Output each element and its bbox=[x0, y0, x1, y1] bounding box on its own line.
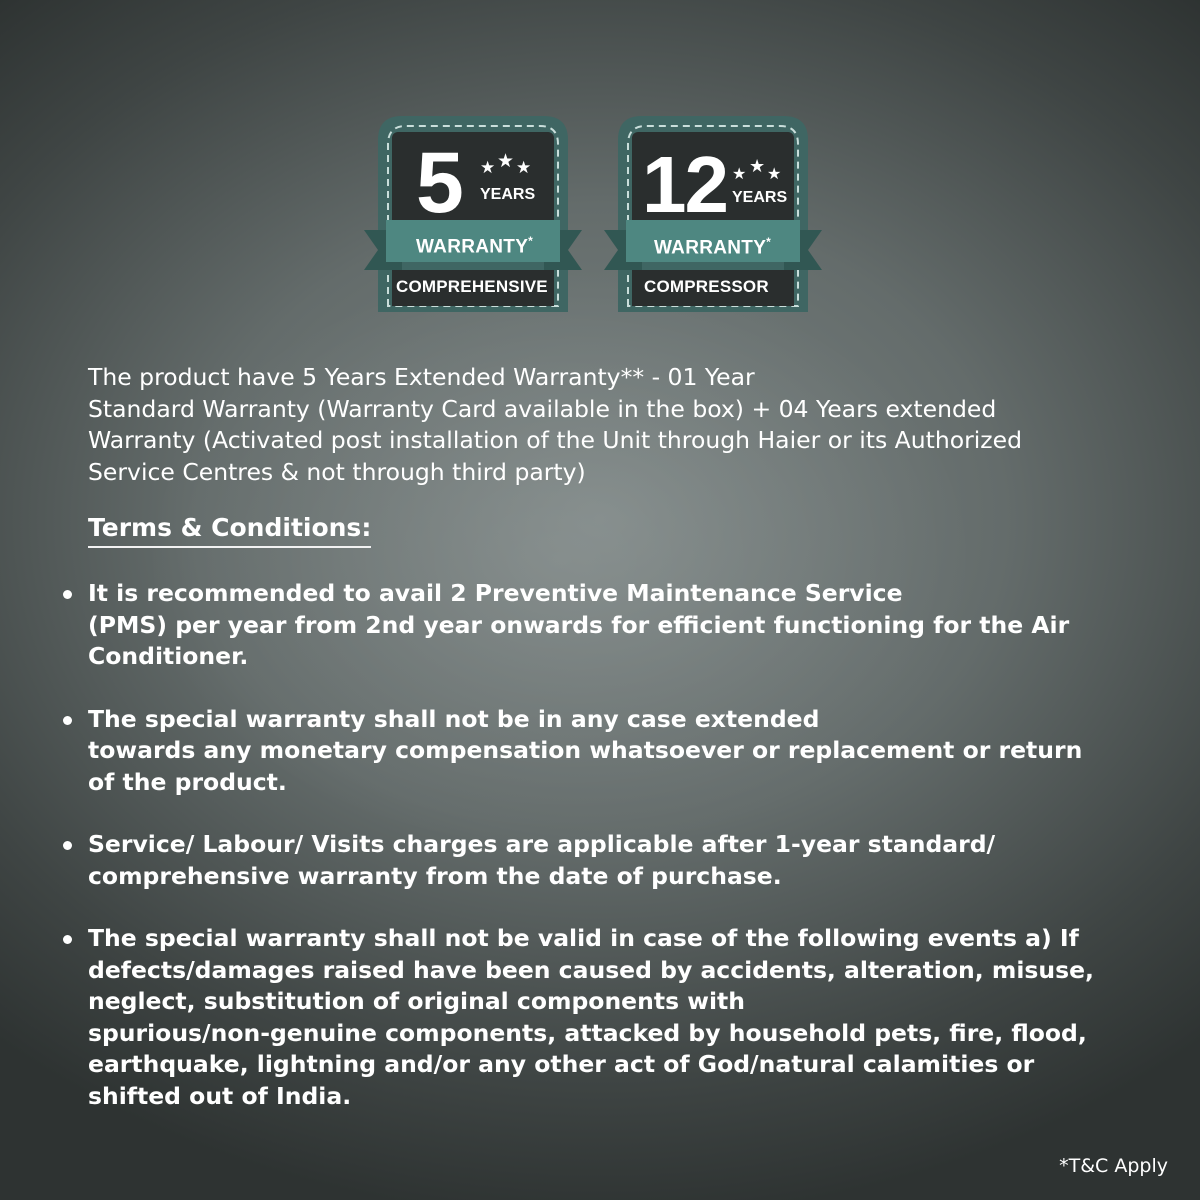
bullet-icon bbox=[63, 590, 72, 599]
star-icon: ★ bbox=[767, 164, 782, 183]
intro-line: Warranty (Activated post installation of the Unit through Haier or its Authorized bbox=[88, 426, 1023, 454]
tc-apply-footnote: *T&C Apply bbox=[1059, 1155, 1168, 1177]
bullet-icon bbox=[63, 841, 72, 850]
terms-heading: Terms & Conditions: bbox=[88, 512, 371, 548]
term-line: shifted out of India. bbox=[88, 1081, 352, 1110]
badge-years: YEARS bbox=[480, 186, 536, 203]
intro-line: Standard Warranty (Warranty Card available in the box) + 04 Years extended bbox=[88, 394, 997, 423]
badge-warranty: WARRANTY* bbox=[416, 234, 534, 258]
list-item bbox=[88, 578, 1148, 673]
intro-paragraph bbox=[88, 362, 1138, 488]
term-line: Conditioner. bbox=[88, 642, 249, 670]
badge-label: COMPRESSOR bbox=[644, 277, 769, 296]
star-icon: ★ bbox=[749, 156, 766, 177]
term-line: earthquake, lightning and/or any other act of God/natural calamities or bbox=[88, 1050, 1035, 1078]
term-line: (PMS) per year from 2nd year onwards for efficient functioning for the Air bbox=[88, 610, 1070, 639]
bullet-icon bbox=[63, 935, 72, 944]
intro-line: Service Centres & not through third party) bbox=[88, 457, 586, 486]
badge-number: 12 bbox=[642, 140, 727, 229]
term-line: It is recommended to avail 2 Preventive Maintenance Service bbox=[88, 579, 903, 607]
badge-number: 5 bbox=[416, 135, 462, 231]
list-item bbox=[88, 923, 1148, 1112]
warranty-badge-compressor bbox=[612, 112, 842, 322]
term-line: defects/damages raised have been caused by accidents, alteration, misuse, bbox=[88, 955, 1094, 984]
star-icon: ★ bbox=[497, 150, 515, 172]
star-icon: ★ bbox=[480, 158, 496, 178]
star-icon: ★ bbox=[516, 158, 532, 178]
list-item bbox=[88, 829, 1148, 892]
term-line: towards any monetary compensation whatsoever or replacement or return bbox=[88, 736, 1083, 764]
list-item bbox=[88, 704, 1148, 799]
term-line: neglect, substitution of original components with bbox=[88, 987, 745, 1015]
term-line: The special warranty shall not be valid in case of the following events a) If bbox=[88, 924, 1079, 952]
warranty-badge-comprehensive bbox=[372, 112, 602, 322]
badge-label: COMPREHENSIVE bbox=[396, 277, 548, 296]
badge-years: YEARS bbox=[732, 189, 788, 206]
intro-line: The product have 5 Years Extended Warranty** - 01 Year bbox=[88, 363, 755, 391]
terms-list bbox=[88, 578, 1148, 1143]
badge-warranty: WARRANTY* bbox=[654, 235, 772, 259]
term-line: spurious/non-genuine components, attacked by household pets, fire, flood, bbox=[88, 1018, 1087, 1047]
term-line: Service/ Labour/ Visits charges are applicable after 1-year standard/ bbox=[88, 830, 996, 858]
term-line: of the product. bbox=[88, 767, 287, 796]
star-icon: ★ bbox=[732, 164, 747, 183]
term-line: The special warranty shall not be in any case extended bbox=[88, 704, 820, 733]
bullet-icon bbox=[63, 716, 72, 725]
term-line: comprehensive warranty from the date of purchase. bbox=[88, 861, 782, 890]
